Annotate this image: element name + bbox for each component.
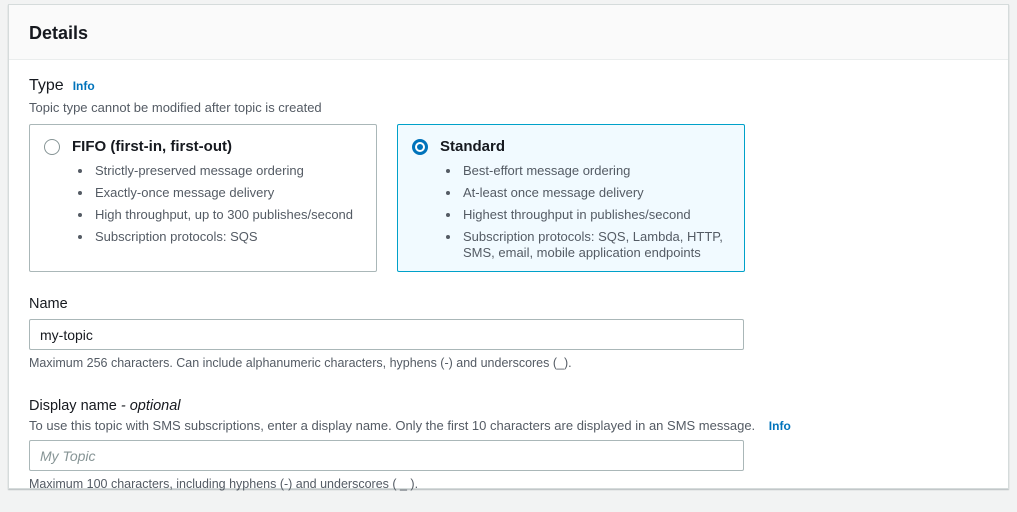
fifo-option-title: FIFO (first-in, first-out): [72, 138, 232, 155]
display-name-label-text: Display name: [29, 398, 117, 414]
details-panel: [8, 4, 1009, 489]
standard-title-row: [412, 138, 730, 155]
fifo-radio-button[interactable]: [44, 139, 60, 155]
name-input[interactable]: [29, 319, 744, 350]
standard-option-title: Standard: [440, 138, 506, 155]
panel-title: Details: [29, 23, 89, 43]
standard-bullet-list: [412, 163, 730, 261]
fifo-bullet: • Strictly-preserved message ordering: [93, 163, 362, 179]
type-field: [29, 76, 988, 272]
type-description: Topic type cannot be modified after topic is created: [29, 100, 322, 115]
standard-bullet: • At-least once message delivery: [461, 185, 730, 201]
display-name-info-link[interactable]: Info: [768, 419, 791, 433]
type-options: [29, 124, 988, 272]
type-option-card-fifo[interactable]: [29, 124, 377, 272]
fifo-bullet: • High throughput, up to 300 publishes/second: [93, 207, 362, 223]
display-name-description: [29, 418, 988, 434]
display-name-helper-text: Maximum 100 characters, including hyphens (-) and underscores ( _ ).: [29, 477, 419, 491]
display-name-label: [29, 397, 988, 415]
fifo-title-row: [44, 138, 362, 155]
standard-radio-button[interactable]: [412, 139, 428, 155]
name-label: Name: [29, 296, 68, 312]
fifo-bullet-list: [44, 163, 362, 245]
display-name-field-section: [29, 397, 988, 492]
display-name-description-text: To use this topic with SMS subscriptions, enter a display name. Only the first 10 characters are displayed in an SMS message.: [29, 418, 756, 433]
type-option-card-standard[interactable]: [397, 124, 745, 272]
standard-bullet: • Highest throughput in publishes/second: [461, 207, 730, 223]
type-label: Type: [29, 77, 64, 94]
fifo-bullet: • Exactly-once message delivery: [93, 185, 362, 201]
display-name-optional-suffix: - optional: [120, 398, 181, 414]
panel-header: [9, 5, 1008, 60]
standard-bullet: • Best-effort message ordering: [461, 163, 730, 179]
panel-body: [9, 60, 1008, 512]
name-field-section: [29, 295, 988, 371]
fifo-bullet: • Subscription protocols: SQS: [93, 229, 362, 245]
type-info-link[interactable]: Info: [72, 79, 95, 93]
standard-bullet: • Subscription protocols: SQS, Lambda, HTTP, SMS, email, mobile application endpoints: [461, 229, 730, 261]
display-name-input[interactable]: [29, 440, 744, 471]
type-label-row: [29, 76, 988, 96]
name-helper-text: Maximum 256 characters. Can include alphanumeric characters, hyphens (-) and underscores (_).: [29, 356, 572, 370]
